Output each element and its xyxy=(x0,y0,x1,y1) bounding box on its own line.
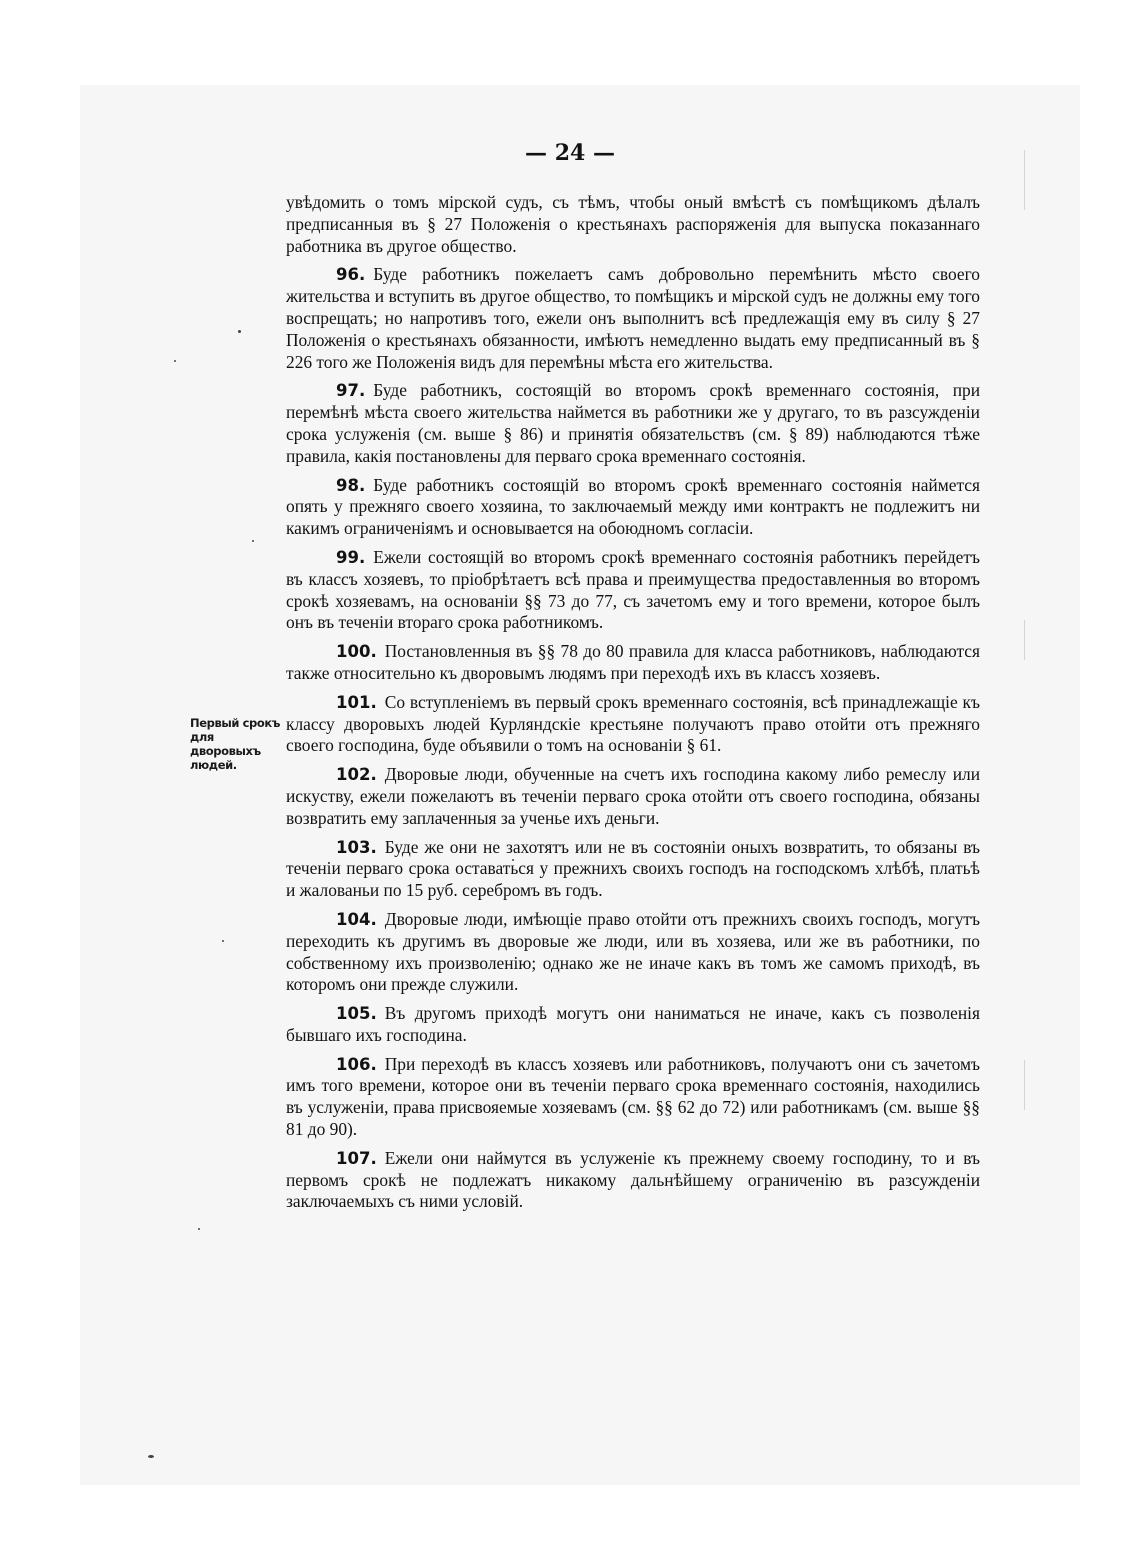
article-paragraph xyxy=(286,641,980,685)
scan-edge-line xyxy=(1024,1060,1025,1110)
article-paragraph xyxy=(286,1054,980,1141)
intro-paragraph: увѣдомить о томъ мірской судъ, съ тѣмъ, чтобы оный вмѣстѣ съ помѣщикомъ дѣлалъ предписанныя въ § 27 Положенія о крестьянахъ распоряженія для выпуска показаннаго работника въ другое общество. xyxy=(286,192,980,256)
article-number: 100. xyxy=(336,642,377,662)
article-paragraph xyxy=(286,1003,980,1047)
article-text: Дворовые люди, имѣющіе право отойти отъ прежнихъ своихъ господъ, могутъ переходить къ другимъ въ дворовые же люди, или въ хозяева, или же въ работники, по собственному ихъ произволенію; однако же не иначе какъ въ томъ же самомъ приходѣ, въ которомъ они прежде служили. xyxy=(286,908,980,995)
article-text: Постановленныя въ §§ 78 до 80 правила для класса работниковъ, наблюдаются также относительно къ дворовымъ людямъ при переходѣ ихъ въ классъ хозяевъ. xyxy=(286,641,980,683)
article-paragraph xyxy=(286,264,980,373)
article-text: Ежели они наймутся въ услуженіе къ прежнему своему господину, то и въ первомъ срокѣ не подлежатъ никакому дальнѣйшему ограниченію въ разсужденіи заключаемыхъ съ ними условій. xyxy=(286,1147,980,1212)
paragraph-list xyxy=(286,264,980,1213)
article-text: Со вступленіемъ въ первый срокъ временнаго состоянія, всѣ принадлежащіе къ классу дворовыхъ людей Курляндскіе крестьяне получаютъ право отойти отъ прежняго своего господина, буде объявили о томъ на основаніи § 61. xyxy=(286,691,980,756)
body-text xyxy=(286,192,980,1220)
article-number: 102. xyxy=(336,765,377,785)
article-paragraph xyxy=(286,909,980,996)
scan-edge-line xyxy=(1024,620,1025,660)
article-text: Ежели состоящій во второмъ срокѣ временнаго состоянія работникъ перейдетъ въ классъ хозяевъ, то пріобрѣтаетъ всѣ права и преимущества предоставленныя во второмъ срокѣ хозяевамъ, на основаніи §§ 73 до 77, съ зачетомъ ему и того времени, которое былъ онъ въ теченіи втораго срока работникомъ. xyxy=(286,546,980,633)
article-number: 104. xyxy=(336,909,377,929)
article-number: 106. xyxy=(336,1054,377,1074)
article-number: 96. xyxy=(336,265,366,285)
article-number: 101. xyxy=(336,692,377,712)
article-paragraph xyxy=(286,837,980,902)
article-number: 107. xyxy=(336,1148,377,1168)
article-number: 97. xyxy=(336,381,366,401)
article-paragraph xyxy=(286,547,980,634)
article-number: 98. xyxy=(336,475,366,495)
article-text: Буде работникъ пожелаетъ самъ добровольно перемѣнить мѣсто своего жительства и вступить въ другое общество, то помѣщикъ и мірской судъ не должны ему того воспрещать; но напротивъ того, ежели онъ выполнитъ всѣ предлежащія ему въ силу § 27 Положенія о крестьянахъ обязанности, имѣютъ немедленно выдать ему предписанный въ § 226 того же Положенія видъ для перемѣны мѣста его жительства. xyxy=(286,264,980,372)
article-text: При переходѣ въ классъ хозяевъ или работниковъ, получаютъ они съ зачетомъ имъ того времени, которое они въ теченіи перваго срока временнаго состоянія, находились въ услуженіи, права присвояемые хозяевамъ (см. §§ 62 до 72) или работникамъ (см. выше §§ 81 до 90). xyxy=(286,1053,980,1140)
article-number: 105. xyxy=(336,1004,377,1024)
article-paragraph xyxy=(286,692,980,757)
article-paragraph xyxy=(286,764,980,829)
article-text: Буде работникъ, состоящій во второмъ срокѣ временнаго состоянія, при перемѣнѣ мѣста своего жительства наймется въ работники же у другаго, то въ разсужденіи срока услуженія (см. выше § 86) и принятія обязательствъ (см. § 89) наблюдаются тѣже правила, какія постановлены для перваго срока временнаго состоянія. xyxy=(286,380,980,466)
margin-note: Первый срокъ для дворовыхъ людей. xyxy=(190,716,280,772)
article-number: 103. xyxy=(336,837,377,857)
article-text: Въ другомъ приходѣ могутъ они наниматься не иначе, какъ съ позволенія бывшаго ихъ господина. xyxy=(286,1003,980,1045)
article-number: 99. xyxy=(336,547,366,567)
article-text: Буде работникъ состоящій во второмъ срокѣ временнаго состоянія наймется опять у прежняго своего хозяина, то заключаемый между ими контрактъ не подлежитъ ни какимъ ограниченіямъ и основывается на обоюдномъ согласіи. xyxy=(286,474,980,539)
article-text: Буде же они не захотятъ или не въ состояніи оныхъ возвратить, то обязаны въ теченіи перваго срока оставаться у прежнихъ своихъ господъ на господскомъ хлѣбѣ, платьѣ и жалованьи по 15 руб. серебромъ въ годъ. xyxy=(286,836,980,901)
article-text: Дворовые люди, обученные на счетъ ихъ господина какому либо ремеслу или искуству, ежели пожелаютъ въ теченіи перваго срока отойти отъ своего господина, обязаны возвратить ему заплаченныя за ученье ихъ деньги. xyxy=(286,764,980,828)
article-paragraph xyxy=(286,1148,980,1213)
article-paragraph xyxy=(286,475,980,540)
article-paragraph xyxy=(286,380,980,467)
page-number: — 24 — xyxy=(525,140,615,166)
